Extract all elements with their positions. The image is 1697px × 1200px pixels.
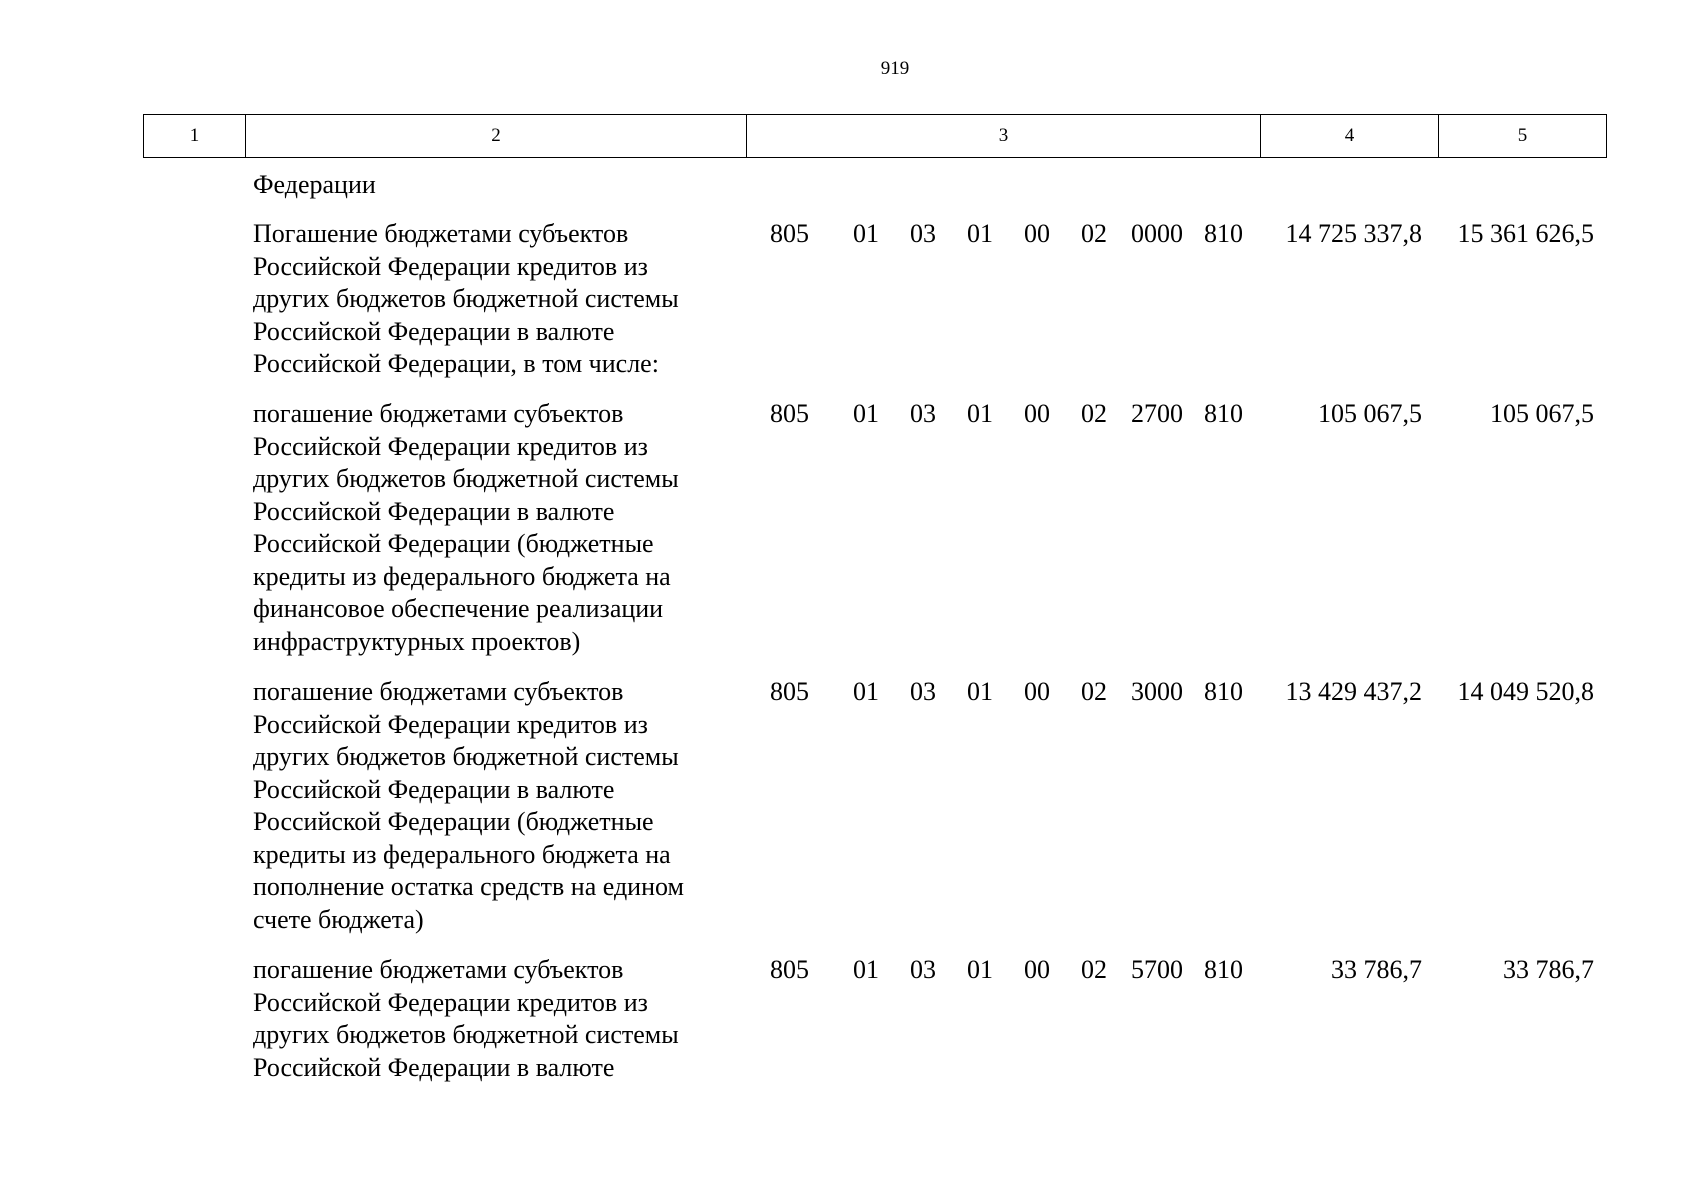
row-description-line: Российской Федерации (бюджетные [253,529,654,558]
row-description-line: финансовое обеспечение реализации [253,594,664,623]
row-description-line: Российской Федерации кредитов из [253,251,648,281]
code-admin: 805 [770,677,809,706]
code-element: 02 [1081,955,1107,984]
row-description-line: погашение бюджетами субъектов [253,955,624,984]
value-col4: 13 429 437,2 [1285,677,1422,706]
code-admin: 805 [770,399,809,428]
value-col5: 15 361 626,5 [1457,219,1594,248]
code-group: 01 [853,399,879,428]
row-description-line: пополнение остатка средств на едином [253,872,684,901]
row-description-line: Российской Федерации в валюте [253,774,615,804]
code-subarticle: 00 [1024,219,1050,248]
continuation-text: Федерации [253,170,376,199]
row-description-line: других бюджетов бюджетной системы [253,284,679,313]
code-subgroup: 03 [910,677,936,706]
row-description-line: других бюджетов бюджетной системы [253,1020,679,1049]
code-group: 01 [853,219,879,248]
code-subgroup: 03 [910,399,936,428]
code-article: 01 [967,399,993,428]
code-element: 02 [1081,677,1107,706]
row-description-line: Российской Федерации кредитов из [253,709,648,739]
code-group: 01 [853,955,879,984]
column-header-2: 2 [246,115,747,158]
code-group: 01 [853,677,879,706]
row-description-line: других бюджетов бюджетной системы [253,742,679,771]
row-description-line: Российской Федерации в валюте [253,496,615,526]
code-subarticle: 00 [1024,677,1050,706]
row-description-line: Российской Федерации, в том числе: [253,349,659,378]
row-description-line: погашение бюджетами субъектов [253,399,624,428]
code-subgroup: 03 [910,219,936,248]
value-col4: 105 067,5 [1318,399,1422,428]
column-header-3: 3 [747,115,1261,158]
column-header-4: 4 [1261,115,1439,158]
row-description-line: Российской Федерации в валюте [253,1052,615,1082]
row-description-line: Российской Федерации в валюте [253,316,615,346]
row-description-line: кредиты из федерального бюджета на [253,839,671,869]
code-program: 0000 [1131,219,1183,248]
value-col5: 14 049 520,8 [1457,677,1594,706]
value-col4: 33 786,7 [1331,955,1422,984]
code-type: 810 [1204,399,1243,428]
code-article: 01 [967,677,993,706]
code-type: 810 [1204,219,1243,248]
code-article: 01 [967,219,993,248]
code-type: 810 [1204,955,1243,984]
code-program: 3000 [1131,677,1183,706]
column-header-1: 1 [144,115,246,158]
code-element: 02 [1081,219,1107,248]
code-element: 02 [1081,399,1107,428]
row-description-line: Российской Федерации кредитов из [253,987,648,1017]
page-number: 919 [880,58,910,79]
value-col4: 14 725 337,8 [1285,219,1422,248]
code-subgroup: 03 [910,955,936,984]
row-description-line: счете бюджета) [253,904,424,934]
row-description-line: других бюджетов бюджетной системы [253,464,679,493]
code-admin: 805 [770,219,809,248]
code-subarticle: 00 [1024,955,1050,984]
row-description-line: кредиты из федерального бюджета на [253,561,671,591]
code-subarticle: 00 [1024,399,1050,428]
code-program: 5700 [1131,955,1183,984]
row-description-line: Погашение бюджетами субъектов [253,219,629,248]
code-admin: 805 [770,955,809,984]
row-description-line: погашение бюджетами субъектов [253,677,624,706]
code-article: 01 [967,955,993,984]
value-col5: 33 786,7 [1503,955,1594,984]
row-description-line: инфраструктурных проектов) [253,626,581,656]
row-description-line: Российской Федерации кредитов из [253,431,648,461]
code-program: 2700 [1131,399,1183,428]
value-col5: 105 067,5 [1490,399,1594,428]
code-type: 810 [1204,677,1243,706]
column-header-5: 5 [1439,115,1607,158]
row-description-line: Российской Федерации (бюджетные [253,807,654,836]
